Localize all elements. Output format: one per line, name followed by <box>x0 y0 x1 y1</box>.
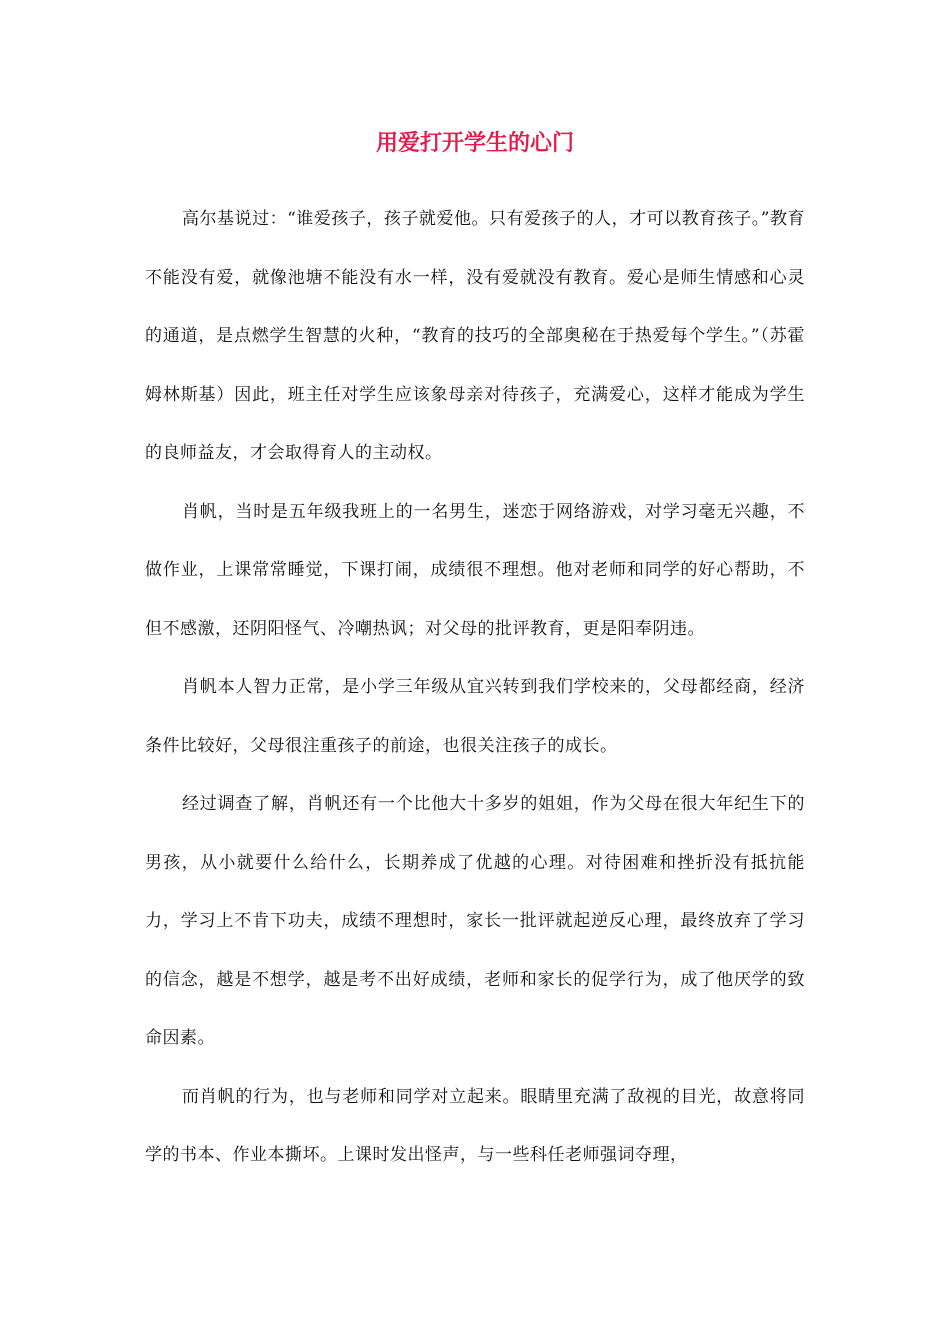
paragraph-4: 经过调查了解，肖帆还有一个比他大十多岁的姐姐，作为父母在很大年纪生下的男孩，从小就要什么给什么，长期养成了优越的心理。对待困难和挫折没有抵抗能力，学习上不肯下功夫，成绩不理想时，家长一批评就起逆反心理，最终放弃了学习的信念，越是不想学，越是考不出好成绩，老师和家长的促学行为，成了他厌学的致命因素。 <box>145 794 805 1048</box>
paragraph-1: 高尔基说过：“谁爱孩子，孩子就爱他。只有爱孩子的人，才可以教育孩子。”教育不能没有爱，就像池塘不能没有水一样，没有爱就没有教育。爱心是师生情感和心灵的通道，是点燃学生智慧的火种，“教育的技巧的全部奥秘在于热爱每个学生。”（苏霍姆林斯基）因此，班主任对学生应该象母亲对待孩子，充满爱心，这样才能成为学生的良师益友，才会取得育人的主动权。 <box>145 209 805 463</box>
document-body <box>145 190 805 1185</box>
paragraph-3: 肖帆本人智力正常，是小学三年级从宜兴转到我们学校来的，父母都经商，经济条件比较好，父母很注重孩子的前途，也很关注孩子的成长。 <box>145 677 805 756</box>
paragraph-2: 肖帆，当时是五年级我班上的一名男生，迷恋于网络游戏，对学习毫无兴趣，不做作业，上课常常睡觉，下课打闹，成绩很不理想。他对老师和同学的好心帮助，不但不感激，还阴阳怪气、冷嘲热讽；对父母的批评教育，更是阳奉阴违。 <box>145 501 805 639</box>
paragraph-5: 而肖帆的行为，也与老师和同学对立起来。眼睛里充满了敌视的目光，故意将同学的书本、作业本撕坏。上课时发出怪声，与一些科任老师强词夺理， <box>145 1086 805 1165</box>
page-title: 用爱打开学生的心门 <box>375 130 574 156</box>
